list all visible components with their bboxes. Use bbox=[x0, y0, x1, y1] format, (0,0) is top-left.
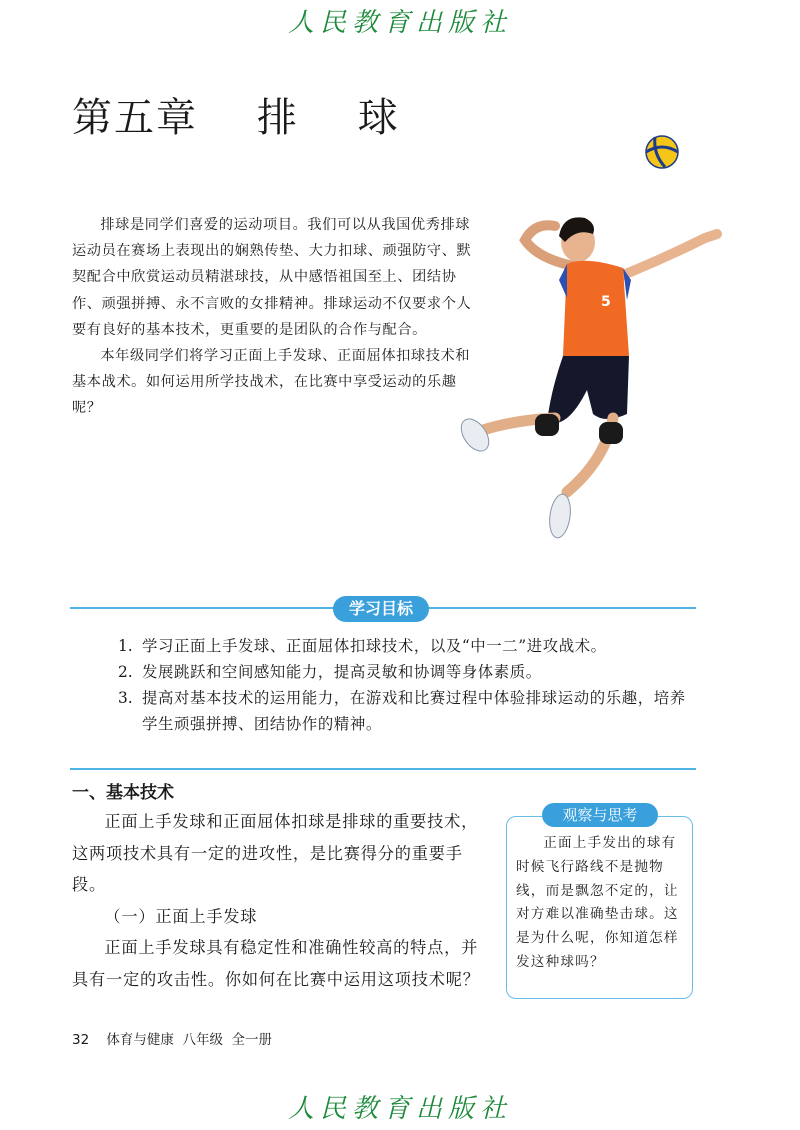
page-footer bbox=[72, 1028, 272, 1048]
item-number: 1. bbox=[118, 637, 133, 655]
section-paragraph-1: 正面上手发球和正面屈体扣球是排球的重要技术，这两项技术具有一定的进攻性，是比赛得分的重要手段。 bbox=[72, 812, 479, 894]
think-box-label: 观察与思考 bbox=[542, 803, 658, 827]
intro-paragraph-2: 本年级同学们将学习正面上手发球、正面屈体扣球技术和基本战术。如何运用所学技战术，在比赛中享受运动的乐趣呢？ bbox=[72, 348, 471, 417]
item-text: 提高对基本技术的运用能力，在游戏和比赛过程中体验排球运动的乐趣，培养学生顽强拼搏、团结协作的精神。 bbox=[142, 689, 686, 733]
subsection-heading: （一）正面上手发球 bbox=[104, 906, 258, 926]
objectives-label: 学习目标 bbox=[333, 596, 429, 622]
section-body bbox=[72, 806, 482, 995]
page-number: 32 bbox=[72, 1032, 90, 1048]
item-number: 2. bbox=[118, 663, 133, 681]
book-title: 体育与健康 八年级 全一册 bbox=[106, 1032, 273, 1048]
publisher-logo-bottom: 人民教育出版社 bbox=[287, 1094, 512, 1124]
item-text: 学习正面上手发球、正面屈体扣球技术，以及“中一二”进攻战术。 bbox=[142, 637, 607, 655]
item-number: 3. bbox=[118, 689, 133, 707]
section-title: 一、基本技术 bbox=[72, 783, 174, 803]
list-item bbox=[118, 685, 698, 737]
volleyball-player-illustration bbox=[455, 130, 735, 550]
objectives-divider-bottom bbox=[70, 768, 696, 770]
chapter-title: 第五章 排 球 bbox=[72, 95, 400, 141]
objectives-list bbox=[118, 633, 698, 737]
intro-text bbox=[72, 212, 480, 422]
section-paragraph-2: 正面上手发球具有稳定性和准确性较高的特点，并具有一定的攻击性。你如何在比赛中运用这项技术呢？ bbox=[72, 938, 480, 989]
objectives-divider-left bbox=[70, 607, 336, 609]
objectives-divider-right bbox=[426, 607, 696, 609]
think-box-text: 正面上手发出的球有时候飞行路线不是抛物线，而是飘忽不定的，让对方难以准确垫击球。这是为什么呢，你知道怎样发这种球吗？ bbox=[516, 835, 679, 970]
volleyball-icon bbox=[646, 136, 678, 168]
list-item bbox=[118, 659, 698, 685]
list-item bbox=[118, 633, 698, 659]
item-text: 发展跳跃和空间感知能力，提高灵敏和协调等身体素质。 bbox=[142, 663, 542, 681]
intro-paragraph-1: 排球是同学们喜爱的运动项目。我们可以从我国优秀排球运动员在赛场上表现出的娴熟传垫、大力扣球、顽强防守、默契配合中欣赏运动员精湛球技，从中感悟祖国至上、团结协作、顽强拼搏、永不言败的女排精神。排球运动不仅要求个人要有良好的基本技术，更重要的是团队的合作与配合。 bbox=[72, 217, 472, 338]
jersey-number: 5 bbox=[601, 294, 611, 310]
publisher-logo-top: 人民教育出版社 bbox=[287, 8, 512, 38]
